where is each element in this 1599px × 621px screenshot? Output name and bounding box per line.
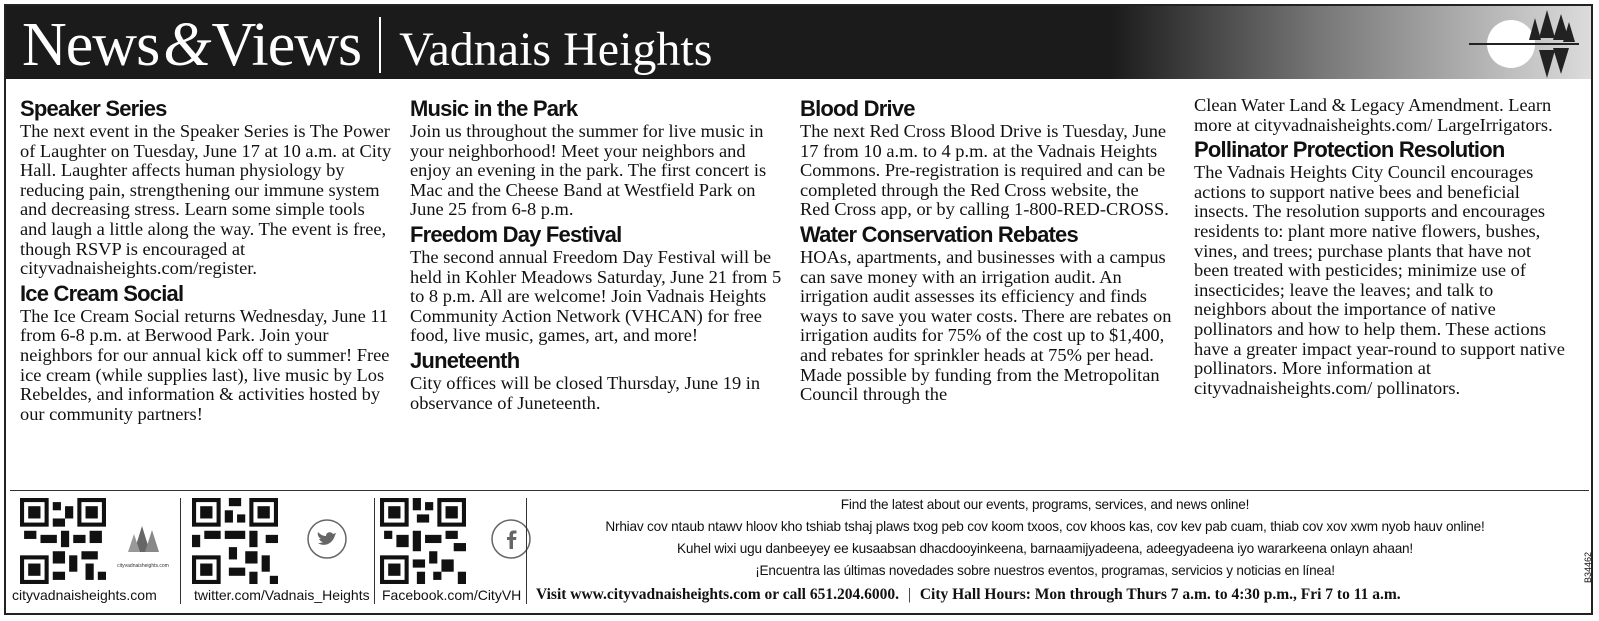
city-logo: [112, 522, 174, 568]
title-ampersand: &: [163, 11, 212, 79]
ad-code: B34462: [1583, 552, 1593, 584]
footer-separator-1: [180, 498, 181, 604]
body-clean-water: Clean Water Land & Legacy Amendment. Learn more at cityvadnaisheights.com/ LargeIrrigators.: [1194, 95, 1553, 135]
body-water-conservation: HOAs, apartments, and businesses with a campus can save money with an irrigation audit. An irrigation audit assesses its efficiency and finds ways to save you water costs. There are rebates on irrigation audits for 75% of the cost up to $1,400, and rebates for sprinkler heads at 75% per head. Made possible by funding from the Metropolitan Council through the: [800, 246, 1172, 405]
message-english: Find the latest about our events, programs, services, and news online!: [840, 497, 1250, 512]
body-juneteenth: City offices will be closed Thursday, June 19 in observance of Juneteenth.: [410, 372, 761, 413]
contact-line: [536, 586, 1401, 604]
body-blood-drive: The next Red Cross Blood Drive is Tuesday, June 17 from 10 a.m. to 4 p.m. at the Vadnais Heights Commons. Pre-registration is required and can be completed through the Red Cross website, the Red Cross app, or by calling 1-800-RED-CROSS.: [800, 121, 1169, 220]
masthead: [6, 6, 1591, 79]
trees-icon: [112, 522, 174, 558]
heading-pollinator: Pollinator Protection Resolution: [1194, 137, 1505, 163]
footer-divider: [10, 490, 1589, 491]
city-logo-text: cityvadnaisheights.com: [117, 563, 169, 569]
body-pollinator: The Vadnais Heights City Council encourages actions to support native bees and beneficial insects. The resolution supports and encourages residents to: plant more native flowers, bushes, vines, and trees; purchase plants that have not been treated with pesticides; minimize use of insecticides; leave the leaves; and talk to neighbors about the importance of native pollinators and how to help them. These actions have a greater impact year-round to support native pollinators. More information at cityvadnaisheights.com/ pollinators.: [1194, 162, 1565, 398]
column-1: [20, 96, 392, 426]
body-freedom-day: The second annual Freedom Day Festival will be held in Kohler Meadows Saturday, June 21 from 5 to 8 p.m. All are welcome! Join Vadnais Heights Community Action Network (VHCAN) for free food, live music, games, art, and more!: [410, 246, 782, 346]
heading-speaker-series: Speaker Series: [20, 96, 167, 121]
heading-water-conservation: Water Conservation Rebates: [800, 221, 1078, 247]
body-ice-cream-social: The Ice Cream Social returns Wednesday, June 11 from 6-8 p.m. at Berwood Park. Join your neighbors for our annual kick off to summer! Free ice cream (while supplies last), live music by Los Rebeldes, and information & activities hosted by our community partners!: [20, 305, 390, 424]
contact-separator: |: [907, 586, 911, 603]
footer: [0, 492, 1599, 612]
hours-text: City Hall Hours: Mon through Thurs 7 a.m. to 4:30 p.m., Fri 7 to 11 a.m.: [919, 586, 1401, 603]
heading-ice-cream-social: Ice Cream Social: [20, 280, 184, 306]
qr-code-twitter[interactable]: [192, 498, 278, 584]
column-2: [410, 96, 782, 415]
title-city: Vadnais Heights: [399, 23, 713, 76]
title-views: Views: [211, 11, 362, 79]
message-somali: Kuhel wixi ugu danbeeyey ee kusaabsan dhacdooyinkeena, barnaamijyadeena, adeegyadeena iyo wararkeena onlayn ahaan!: [677, 541, 1413, 556]
message-hmong: Nrhiav cov ntaub ntawv hloov kho tshiab tshaj plaws txog peb cov koom txoos, cov khoos kas, cov kev pab cuam, thiab cov xov xwm nyob hauv online!: [605, 519, 1485, 534]
website-link[interactable]: cityvadnaisheights.com: [12, 587, 157, 603]
footer-separator-2: [374, 498, 375, 604]
title-news: News: [22, 11, 160, 79]
footer-separator-3: [526, 498, 527, 604]
qr-code-website[interactable]: [20, 498, 106, 584]
column-4: [1194, 96, 1566, 400]
heading-blood-drive: Blood Drive: [800, 96, 915, 121]
qr-code-facebook[interactable]: [380, 498, 466, 584]
message-spanish: ¡Encuentra las últimas novedades sobre nuestros eventos, programas, servicios y noticias en línea!: [755, 563, 1335, 578]
title-separator: [379, 17, 381, 73]
twitter-link[interactable]: twitter.com/Vadnais_Heights: [194, 587, 370, 603]
body-speaker-series: The next event in the Speaker Series is The Power of Laughter on Tuesday, June 17 at 10 a.m. at City Hall. Laughter affects human physiology by reducing pain, strengthening our immune system and decreasing stress. Learn some simple tools and laugh a little along the way. The event is free, though RSVP is encouraged at cityvadnaisheights.com/register.: [20, 121, 392, 279]
twitter-bird-icon[interactable]: [306, 518, 348, 560]
visit-text: Visit www.cityvadnaisheights.com or call 651.204.6000.: [536, 586, 899, 603]
masthead-title: [22, 10, 712, 79]
facebook-link[interactable]: Facebook.com/CityVH: [382, 587, 522, 603]
heading-juneteenth: Juneteenth: [410, 347, 520, 373]
heading-music-in-the-park: Music in the Park: [410, 96, 578, 121]
body-music-in-the-park: Join us throughout the summer for live music in your neighborhood! Meet your neighbors and enjoy an evening in the park. The first concert is Mac and the Cheese Band at Westfield Park on June 25 from 6-8 p.m.: [410, 121, 767, 220]
online-messages: [530, 494, 1560, 582]
heading-freedom-day: Freedom Day Festival: [410, 221, 622, 247]
column-3: [800, 96, 1172, 407]
trees-moon-icon: [1469, 8, 1579, 79]
